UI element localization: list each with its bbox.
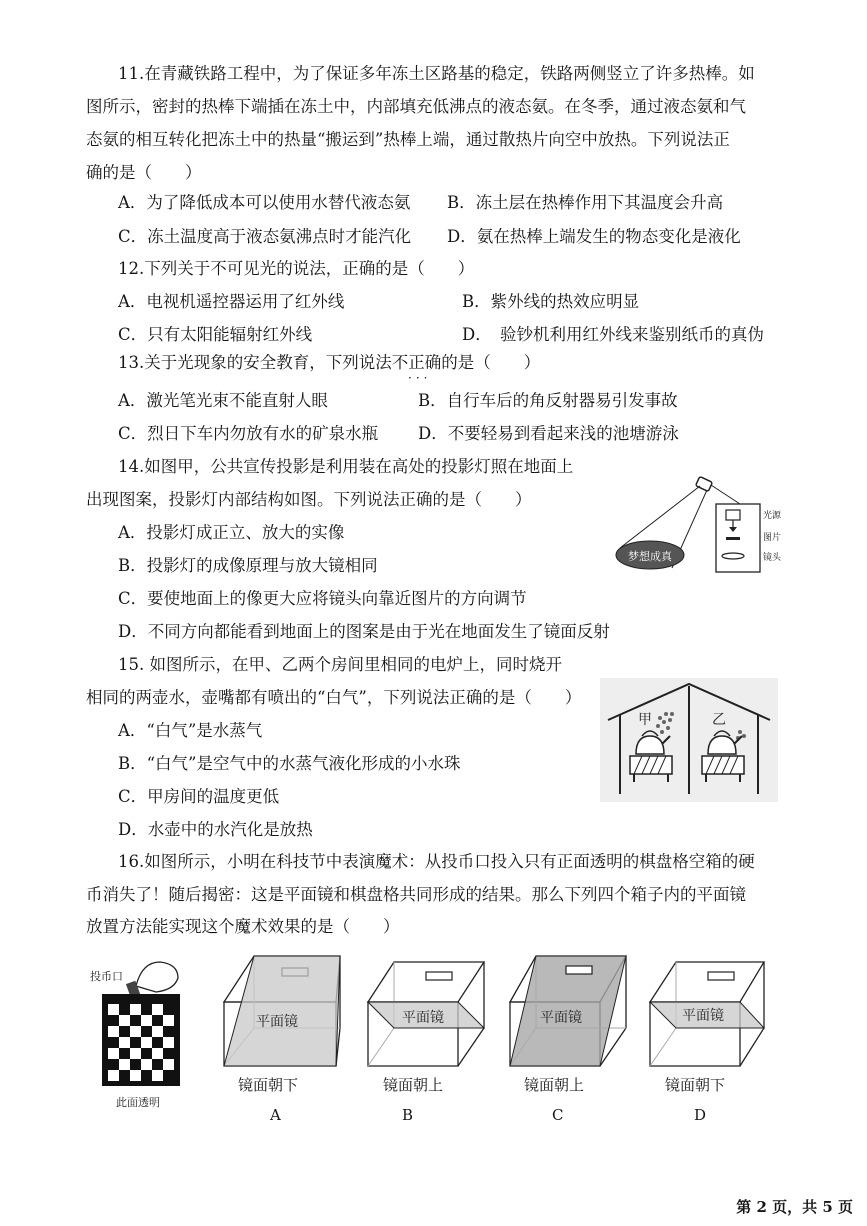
q11-stem-line-4: 确的是（ ） <box>86 163 202 182</box>
q11-option-c: C．冻土温度高于液态氨沸点时才能汽化 <box>118 227 412 246</box>
mirror-label-d: 平面镜 <box>682 1008 724 1024</box>
q16-box-d <box>642 948 770 1076</box>
box-a-caption: 镜面朝下 <box>238 1076 299 1094</box>
box-d-letter: D <box>694 1106 707 1124</box>
q15-option-a: A．“白气”是水蒸气 <box>118 721 263 740</box>
q16-box-c <box>502 948 632 1076</box>
q14-option-c: C．要使地面上的像更大应将镜头向靠近图片的方向调节 <box>118 589 527 608</box>
q13-option-a: A．激光笔光束不能直射人眼 <box>118 391 328 410</box>
box-d-caption: 镜面朝下 <box>665 1076 726 1094</box>
page-number-footer: 第 2 页，共 5 页 <box>736 1198 853 1216</box>
q15-option-b: B．“白气”是空气中的水蒸气液化形成的小水珠 <box>118 754 461 773</box>
q14-option-d: D．不同方向都能看到地面上的图案是由于光在地面发生了镜面反射 <box>118 622 610 641</box>
lens-icon <box>722 553 744 559</box>
q12-option-b: B．紫外线的热效应明显 <box>462 292 640 311</box>
q11-option-b: B．冻土层在热棒作用下其温度会升高 <box>447 193 724 212</box>
room-right-label: 乙 <box>712 712 726 728</box>
q15-option-d: D．水壶中的水汽化是放热 <box>118 820 313 839</box>
coin-slot-label: 投币口 <box>90 970 123 983</box>
transparent-face-label: 此面透明 <box>116 1096 160 1109</box>
q16-stem-line-2: 币消失了！随后揭密：这是平面镜和棋盘格共同形成的结果。那么下列四个箱子内的平面镜 <box>86 885 746 904</box>
q15-option-c: C．甲房间的温度更低 <box>118 787 280 806</box>
mirror-label-a: 平面镜 <box>256 1014 298 1030</box>
box-c-letter: C <box>552 1106 564 1124</box>
q14-option-b: B．投影灯的成像原理与放大镜相同 <box>118 556 378 575</box>
box-b-caption: 镜面朝上 <box>383 1076 444 1094</box>
q13-option-b: B．自行车后的角反射器易引发事故 <box>418 391 678 410</box>
q11-stem-line-1: 11.在青藏铁路工程中，为了保证多年冻土区路基的稳定，铁路两侧竖立了许多热棒。如 <box>118 64 755 83</box>
mirror-plane-a <box>224 956 340 1066</box>
q15-stem-line-1: 15. 如图所示，在甲、乙两个房间里相同的电炉上，同时烧开 <box>118 655 562 674</box>
q13-option-d: D．不要轻易到看起来浅的池塘游泳 <box>418 424 679 443</box>
q14-projector-figure <box>612 476 792 576</box>
label-picture: 图片 <box>763 533 782 543</box>
q13-option-c: C．烈日下车内勿放有水的矿泉水瓶 <box>118 424 379 443</box>
q12-option-a: A．电视机遥控器运用了红外线 <box>118 292 345 311</box>
q12-option-c: C．只有太阳能辐射红外线 <box>118 325 313 344</box>
q14-option-a: A．投影灯成正立、放大的实像 <box>118 523 345 542</box>
q16-checkerboard-box-figure <box>86 948 190 1112</box>
label-light-source: 光源 <box>763 511 782 521</box>
q16-stem-line-1: 16.如图所示，小明在科技节中表演魔术：从投币口投入只有正面透明的棋盘格空箱的硬 <box>118 852 755 871</box>
box-b-letter: B <box>402 1106 414 1124</box>
ground-projection-text: 梦想成真 <box>628 550 672 563</box>
q12-option-d: D． 验钞机利用红外线来鉴别纸币的真伪 <box>462 325 764 344</box>
q11-stem-line-2: 图所示，密封的热棒下端插在冻土中，内部填充低沸点的液态氨。在冬季，通过液态氨和气 <box>86 97 746 116</box>
q16-box-b <box>360 948 490 1076</box>
q12-stem: 12.下列关于不可见光的说法，正确的是（ ） <box>118 259 475 278</box>
q16-stem-line-3: 放置方法能实现这个魔术效果的是（ ） <box>86 917 400 936</box>
mirror-label-b: 平面镜 <box>402 1010 444 1026</box>
q14-stem-line-2: 出现图案，投影灯内部结构如图。下列说法正确的是（ ） <box>86 490 532 509</box>
q16-box-a <box>216 948 346 1076</box>
q15-rooms-figure <box>600 678 778 802</box>
room-left-label: 甲 <box>638 712 652 728</box>
q13-emphasis-dots: ··· <box>408 371 432 385</box>
projector-lamp-icon <box>696 477 713 492</box>
q11-stem-line-3: 态氨的相互转化把冻土中的热量“搬运到”热棒上端，通过散热片向空中放热。下列说法正 <box>86 130 730 149</box>
q11-option-a: A．为了降低成本可以使用水替代液态氨 <box>118 193 411 212</box>
box-c-caption: 镜面朝上 <box>524 1076 585 1094</box>
hand-with-coin-icon <box>126 962 178 997</box>
mirror-label-c: 平面镜 <box>540 1010 582 1026</box>
q13-stem: 13.关于光现象的安全教育，下列说法不正确的是（ ） <box>118 353 541 372</box>
label-lens: 镜头 <box>763 553 782 563</box>
q15-stem-line-2: 相同的两壶水，壶嘴都有喷出的“白气”，下列说法正确的是（ ） <box>86 688 582 707</box>
box-a-letter: A <box>270 1106 281 1124</box>
q11-option-d: D．氨在热棒上端发生的物态变化是液化 <box>447 227 741 246</box>
q14-stem-line-1: 14.如图甲，公共宣传投影是利用装在高处的投影灯照在地面上 <box>118 457 574 476</box>
